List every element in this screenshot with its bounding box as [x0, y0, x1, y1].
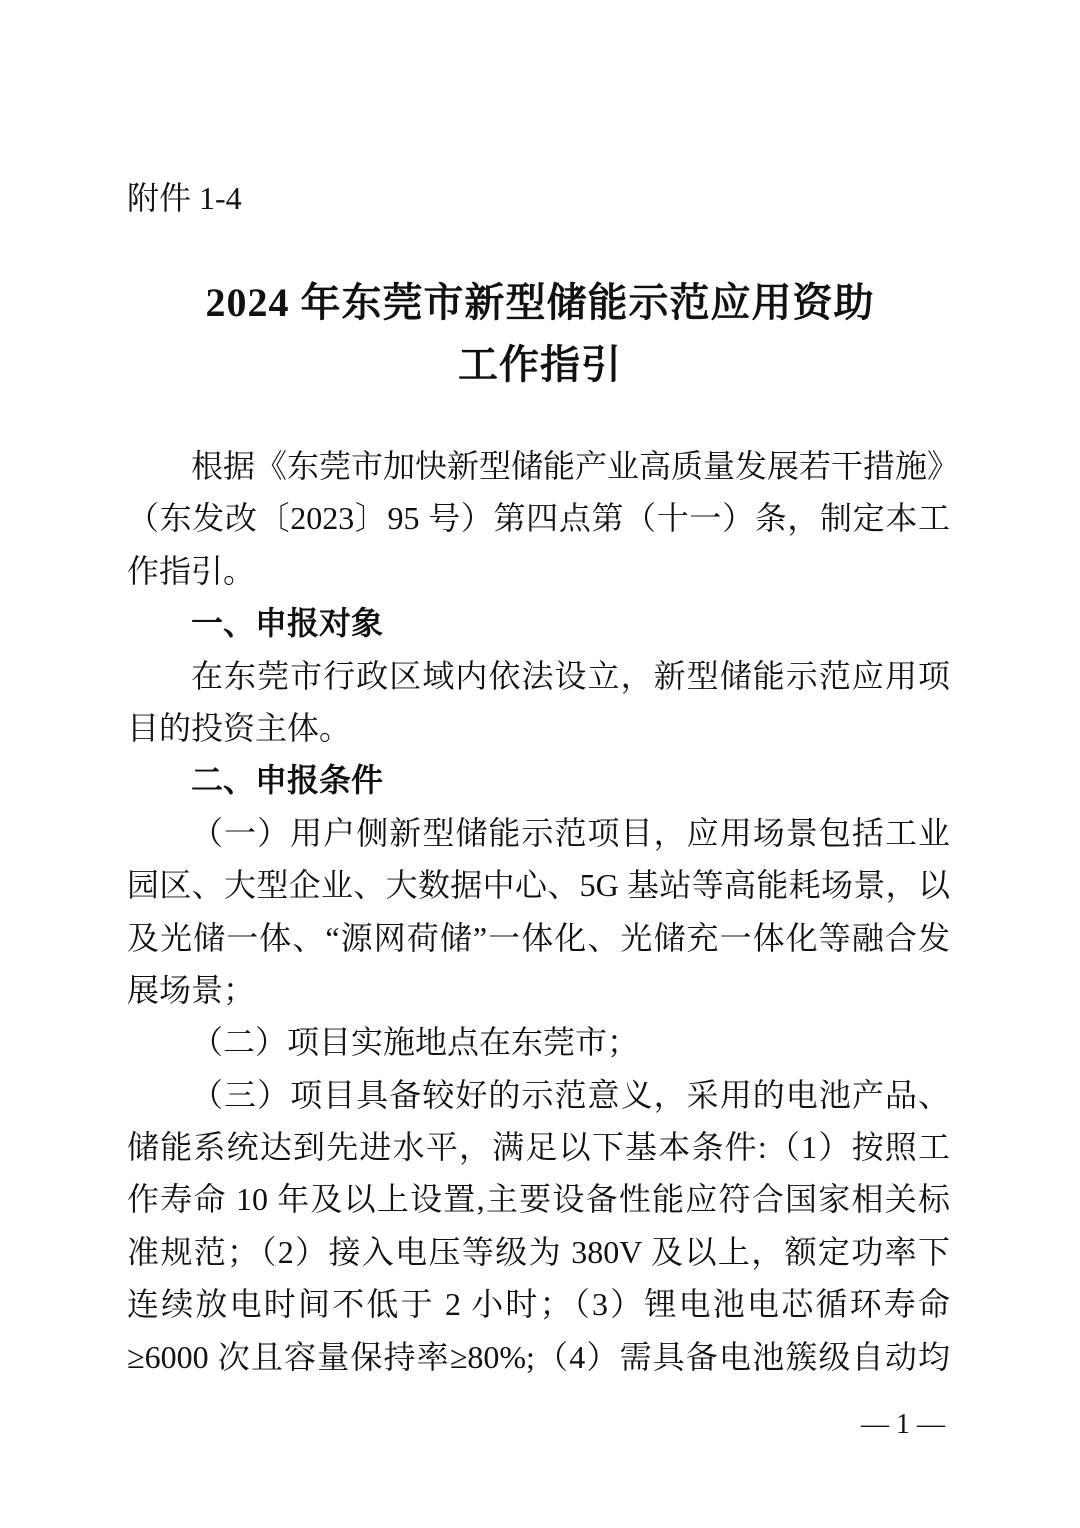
- paragraph-line: ≥6000 次且容量保持率≥80%;（4）需具备电池簇级自动均: [127, 1338, 950, 1375]
- section-heading-declaration-target: 一、申报对象: [191, 605, 384, 642]
- paragraph-line: （二）项目实施地点在东莞市；: [191, 1024, 640, 1061]
- page-number: — 1 —: [861, 1409, 945, 1440]
- paragraph-line: 在东莞市行政区域内依法设立，新型储能示范应用项: [191, 657, 950, 694]
- document-title: [0, 272, 1080, 396]
- paragraph-line: 准规范；（2）接入电压等级为 380V 及以上，额定功率下: [127, 1233, 950, 1270]
- paragraph-line: （一）用户侧新型储能示范项目，应用场景包括工业: [191, 814, 950, 851]
- paragraph-line: 连续放电时间不低于 2 小时；（3）锂电池电芯循环寿命: [127, 1286, 950, 1323]
- paragraph-line: 展场景；: [127, 971, 256, 1008]
- paragraph-line: 作寿命 10 年及以上设置,主要设备性能应符合国家相关标: [127, 1181, 950, 1218]
- section-heading-declaration-conditions: 二、申报条件: [191, 762, 384, 799]
- attachment-label: 附件 1-4: [127, 180, 242, 216]
- document-title-line-2: 工作指引: [458, 342, 622, 387]
- paragraph-line: 目的投资主体。: [127, 709, 352, 746]
- paragraph-line: 作指引。: [127, 552, 256, 589]
- document-title-line-1: 2024 年东莞市新型储能示范应用资助: [205, 280, 875, 325]
- document-body: [127, 440, 960, 1383]
- paragraph-line: （三）项目具备较好的示范意义，采用的电池产品、: [191, 1076, 950, 1113]
- paragraph-line: 根据《东莞市加快新型储能产业高质量发展若干措施》: [191, 448, 960, 484]
- paragraph-line: 及光储一体、“源网荷储”一体化、光储充一体化等融合发: [127, 919, 950, 956]
- paragraph-line: 园区、大型企业、大数据中心、5G 基站等高能耗场景，以: [127, 867, 950, 904]
- paragraph-line: 储能系统达到先进水平，满足以下基本条件:（1）按照工: [127, 1129, 950, 1166]
- paragraph-line: （东发改〔2023〕95 号）第四点第（十一）条，制定本工: [127, 500, 950, 537]
